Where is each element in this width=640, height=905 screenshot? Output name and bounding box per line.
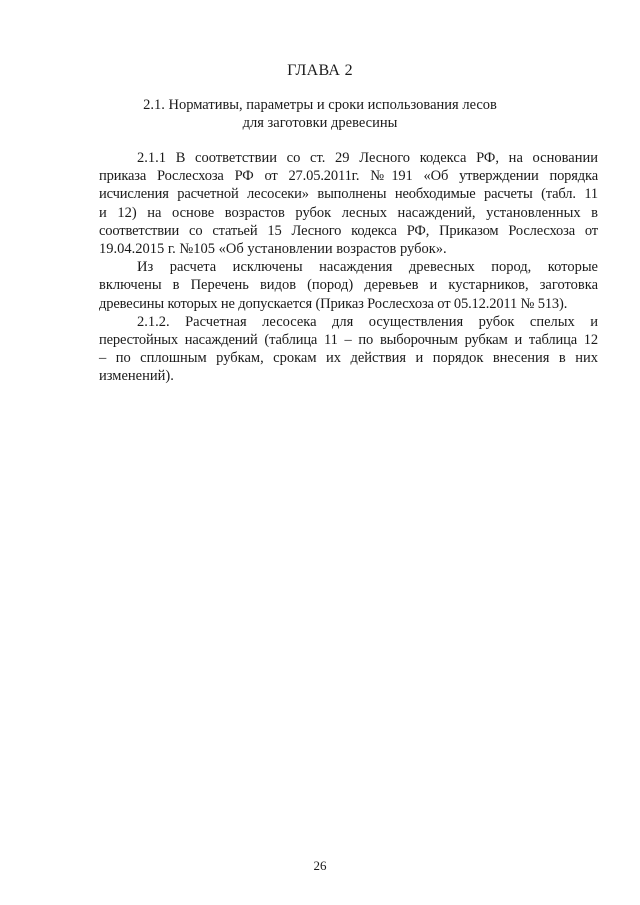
paragraph-line: 2.1.2. Расчетная лесосека для осуществления рубок спелых и [137,313,598,330]
paragraph-line: 19.04.2015 г. №105 «Об установлении возрастов рубок». [99,241,447,258]
document-body [99,149,598,386]
section-title-line-2: для заготовки древесины [242,115,398,131]
paragraph-line: 2.1.1 В соответствии со ст. 29 Лесного кодекса РФ, на основании [137,150,598,166]
page-number: 26 [313,858,327,873]
paragraph-line: изменений). [99,368,174,385]
paragraph-2-1-2 [99,313,598,386]
paragraph-line: исчисления расчетной лесосеки» выполнены необходимые расчеты (табл. 11 [99,186,598,203]
paragraph-line: приказа Рослесхоза РФ от 27.05.2011г. №191 «Об утверждении порядка [99,168,598,185]
paragraph-line: древесины которых не допускается (Приказ Рослесхоза от 05.12.2011 № 513). [99,295,568,312]
chapter-heading: ГЛАВА 2 [287,62,353,79]
section-title-line-1: 2.1. Нормативы, параметры и сроки использования лесов [143,97,497,113]
paragraph-line: Из расчета исключены насаждения древесных пород, которые [137,259,598,276]
paragraph-line: и 12) на основе возрастов рубок лесных насаждений, установленных в [99,204,598,221]
paragraph-line: – по сплошным рубкам, срокам их действия и порядок внесения в них [99,350,598,367]
paragraph-2-1-1 [99,149,598,258]
paragraph-line: включены в Перечень видов (пород) деревьев и кустарников, заготовка [99,277,598,294]
paragraph-exclusions [99,258,598,313]
paragraph-line: соответствии со статьей 15 Лесного кодекса РФ, Приказом Рослесхоза от [99,222,598,239]
section-title [100,96,540,132]
paragraph-line: перестойных насаждений (таблица 11 – по выборочным рубкам и таблица 12 [99,332,598,349]
